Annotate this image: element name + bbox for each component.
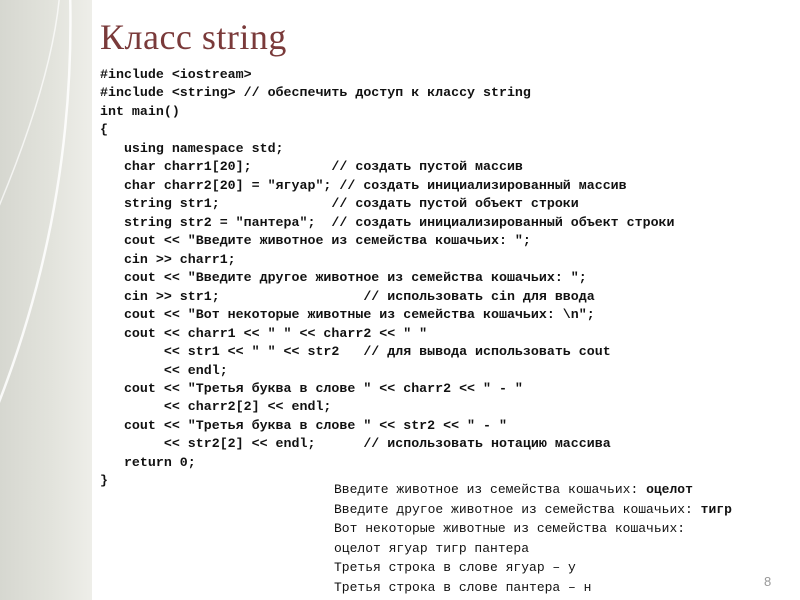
code-line: << str1 << " " << str2 // для вывода использовать cout <box>100 344 611 360</box>
console-line: Третья строка в слове ягуар – у <box>334 560 576 575</box>
code-line: #include <iostream> <box>100 67 252 82</box>
code-line: cout << charr1 << " " << charr2 << " " <box>100 325 428 341</box>
code-line: #include <string> // обеспечить доступ к классу string <box>100 85 531 101</box>
slide-title: Класс string <box>100 17 287 57</box>
console-line: оцелот ягуар тигр пантера <box>334 540 530 556</box>
console-line: Третья строка в слове пантера – н <box>334 579 592 595</box>
code-line: cin >> charr1; <box>100 251 236 267</box>
code-line: return 0; <box>100 454 196 470</box>
console-prompt: Введите другое животное из семейства кошачьих: <box>334 501 701 517</box>
console-prompt: Введите животное из семейства кошачьих: <box>334 482 647 497</box>
code-line: char charr1[20]; // создать пустой массив <box>100 159 523 175</box>
page-number: 8 <box>764 574 772 589</box>
code-line: string str2 = "пантера"; // создать инициализированный объект строки <box>100 214 675 230</box>
code-line: char charr2[20] = "ягуар"; // создать инициализированный массив <box>100 177 627 193</box>
code-line: << str2[2] << endl; // использовать нотацию массива <box>100 436 611 452</box>
console-user-input: оцелот <box>646 482 693 497</box>
code-line: string str1; // создать пустой объект строки <box>100 196 579 212</box>
console-output <box>334 480 732 597</box>
code-line: cout << "Третья буква в слове " << charr2 << " - " <box>100 380 523 396</box>
console-line: Вот некоторые животные из семейства кошачьих: <box>334 521 686 536</box>
code-listing <box>100 66 675 491</box>
code-line: cout << "Введите животное из семейства кошачьих: "; <box>100 233 531 249</box>
code-line: << charr2[2] << endl; <box>100 399 332 415</box>
code-line: using namespace std; <box>100 140 284 156</box>
code-line: } <box>100 473 108 489</box>
code-line: int main() <box>100 103 180 119</box>
code-line: cin >> str1; // использовать cin для ввода <box>100 288 595 304</box>
code-line: << endl; <box>100 362 228 378</box>
console-user-input: тигр <box>700 501 732 517</box>
code-line: { <box>100 122 108 138</box>
code-line: cout << "Вот некоторые животные из семейства кошачьих: \n"; <box>100 307 595 323</box>
code-line: cout << "Введите другое животное из семейства кошачьих: "; <box>100 270 587 286</box>
code-line: cout << "Третья буква в слове " << str2 << " - " <box>100 417 507 433</box>
